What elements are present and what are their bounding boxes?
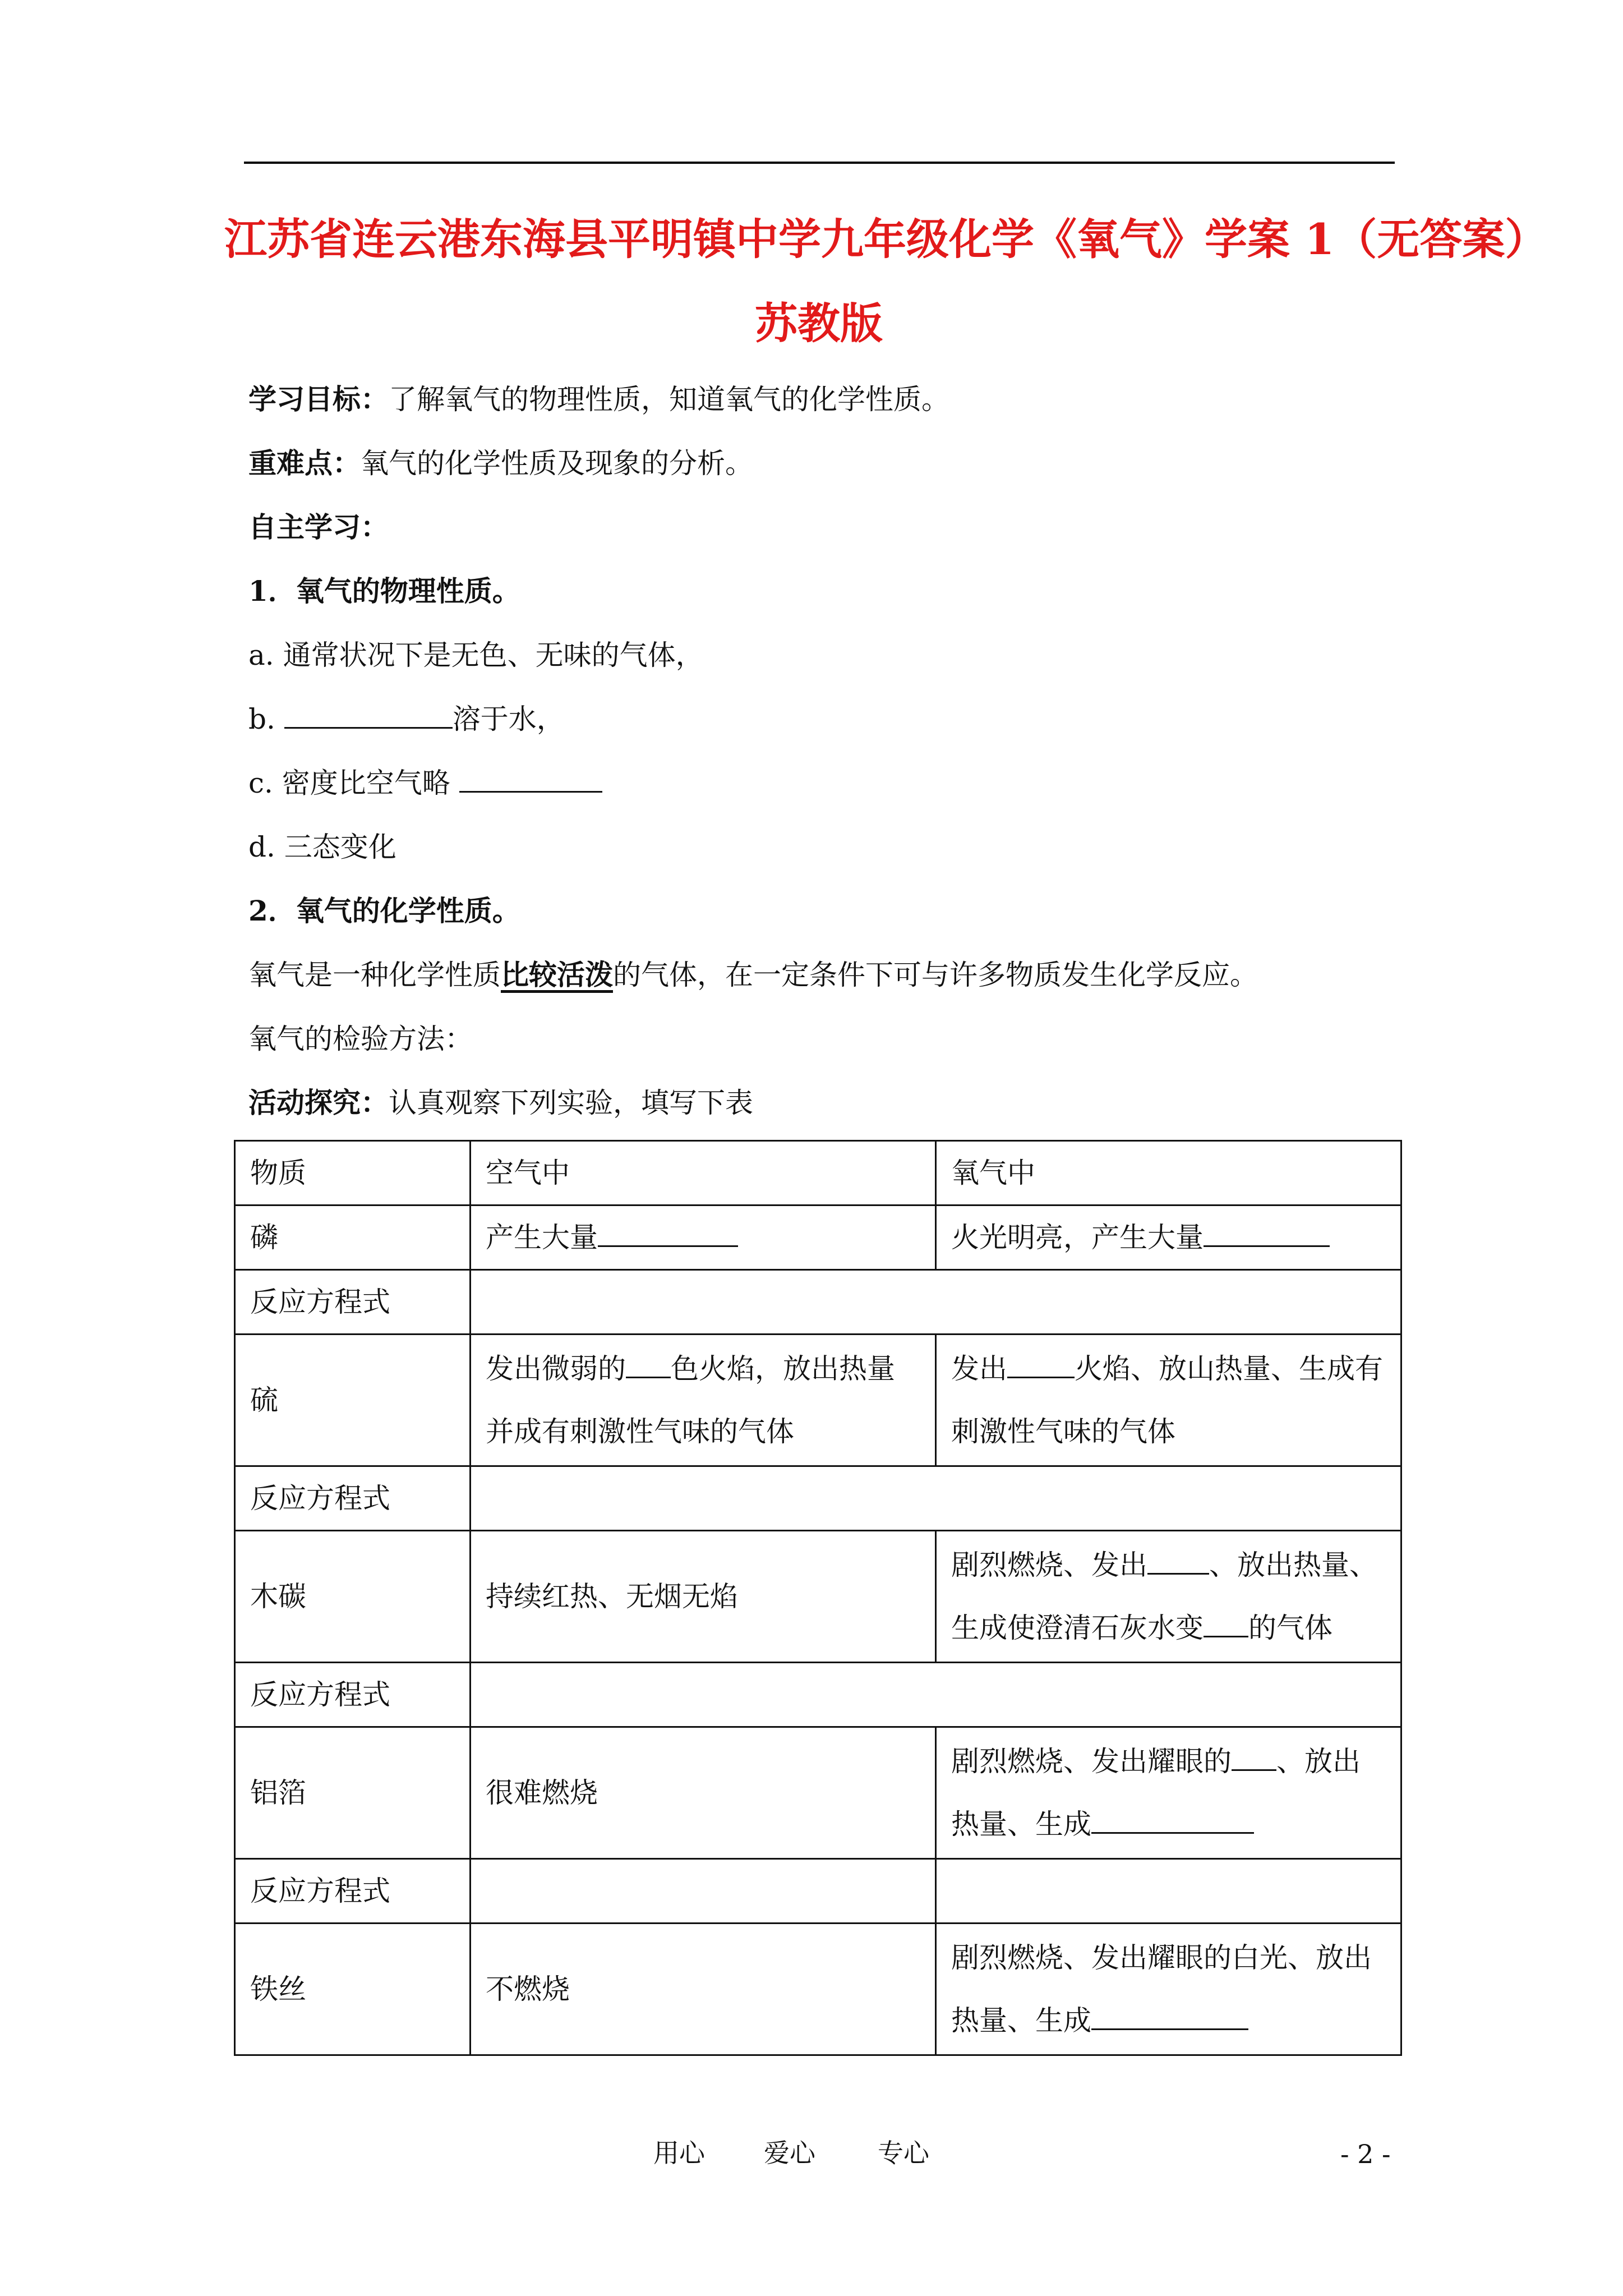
footer-word-1: 用心 [653,2138,705,2168]
header-cell: 物质 [235,1141,471,1205]
fill-blank[interactable] [459,766,602,793]
air-cell: 持续红热、无烟无焰 [471,1531,936,1663]
fill-blank[interactable] [626,1352,671,1378]
key-points [248,447,753,480]
oxygen-test-method: 氧气的检验方法： [248,1023,473,1055]
table-row [235,1924,1401,2055]
learning-goal [248,383,949,416]
section-1-item-b: b. 溶于水， [248,703,565,735]
section-1-item-d: d. 三态变化 [248,831,396,863]
document-title-line-2: 苏教版 [755,298,883,348]
equation-answer-cell[interactable] [936,1859,1401,1924]
activity-instruction: 活动探究：认真观察下列实验，填写下表 [248,1086,753,1119]
header-cell: 氧气中 [936,1141,1401,1205]
oxygen-cell: 发出 火焰、放山热量、生成有刺激性气味的气体 [936,1335,1401,1466]
fill-blank[interactable] [1091,1807,1254,1834]
equation-label-cell: 反应方程式 [235,1466,471,1531]
equation-answer-cell[interactable] [471,1466,1401,1531]
table-row [235,1859,1401,1924]
equation-label-cell: 反应方程式 [235,1270,471,1335]
fill-blank[interactable] [1204,1611,1248,1637]
table-row [235,1205,1401,1270]
document-title-line-1: 江苏省连云港东海县平明镇中学九年级化学《氧气》学案 1（无答案） [224,214,1548,264]
emphasis-text: 比较活泼 [501,958,613,991]
fill-blank[interactable] [1147,1548,1209,1575]
oxygen-cell: 剧烈燃烧、发出耀眼的白光、放出热量、生成 [936,1924,1401,2055]
section-1-item-c: c. 密度比空气略 [248,766,602,800]
self-study-heading: 自主学习： [248,510,389,544]
fill-blank[interactable] [284,702,453,729]
air-cell: 产生大量 [471,1205,936,1270]
table-row [235,1531,1401,1663]
table-header-row [235,1141,1401,1205]
oxygen-cell: 火光明亮，产生大量 [936,1205,1401,1270]
air-cell: 很难燃烧 [471,1727,936,1859]
substance-cell: 木碳 [235,1531,471,1663]
table-row [235,1335,1401,1466]
section-1-item-a: a. 通常状况下是无色、无味的气体， [248,639,704,671]
key-points-label: 重难点： [248,447,361,480]
header-cell: 空气中 [471,1141,936,1205]
oxygen-cell: 剧烈燃烧、发出耀眼的 、放出热量、生成 [936,1727,1401,1859]
fill-blank[interactable] [1204,1221,1330,1247]
page-number: - 2 - [1340,2139,1391,2169]
table-row [235,1727,1401,1859]
footer-word-2: 爱心 [764,2138,815,2168]
section-2-heading: 2．氧气的化学性质。 [248,894,520,927]
fill-blank[interactable] [1091,2004,1248,2030]
learning-goal-label: 学习目标： [248,383,389,416]
table-row [235,1270,1401,1335]
air-cell: 发出微弱的 色火焰，放出热量并成有刺激性气味的气体 [471,1335,936,1466]
table-row [235,1663,1401,1727]
equation-label-cell: 反应方程式 [235,1663,471,1727]
substance-cell: 铝箔 [235,1727,471,1859]
section-1-heading: 1．氧气的物理性质。 [248,574,520,608]
key-points-text: 氧气的化学性质及现象的分析。 [361,447,753,480]
equation-label-cell: 反应方程式 [235,1859,471,1924]
footer-word-3: 专心 [878,2138,929,2168]
substance-cell: 铁丝 [235,1924,471,2055]
table-row [235,1466,1401,1531]
fill-blank[interactable] [1232,1745,1276,1771]
section-2-paragraph: 氧气是一种化学性质比较活泼的气体，在一定条件下可与许多物质发生化学反应。 [248,958,1258,991]
learning-goal-text: 了解氧气的物理性质，知道氧气的化学性质。 [389,383,949,416]
equation-answer-cell[interactable] [471,1859,936,1924]
fill-blank[interactable] [1007,1352,1075,1378]
equation-answer-cell[interactable] [471,1663,1401,1727]
air-cell: 不燃烧 [471,1924,936,2055]
substance-cell: 磷 [235,1205,471,1270]
equation-answer-cell[interactable] [471,1270,1401,1335]
header-rule [244,162,1395,164]
oxygen-cell: 剧烈燃烧、发出 、放出热量、生成使澄清石灰水变 的气体 [936,1531,1401,1663]
experiment-table [234,1140,1402,2056]
substance-cell: 硫 [235,1335,471,1466]
fill-blank[interactable] [598,1221,738,1247]
